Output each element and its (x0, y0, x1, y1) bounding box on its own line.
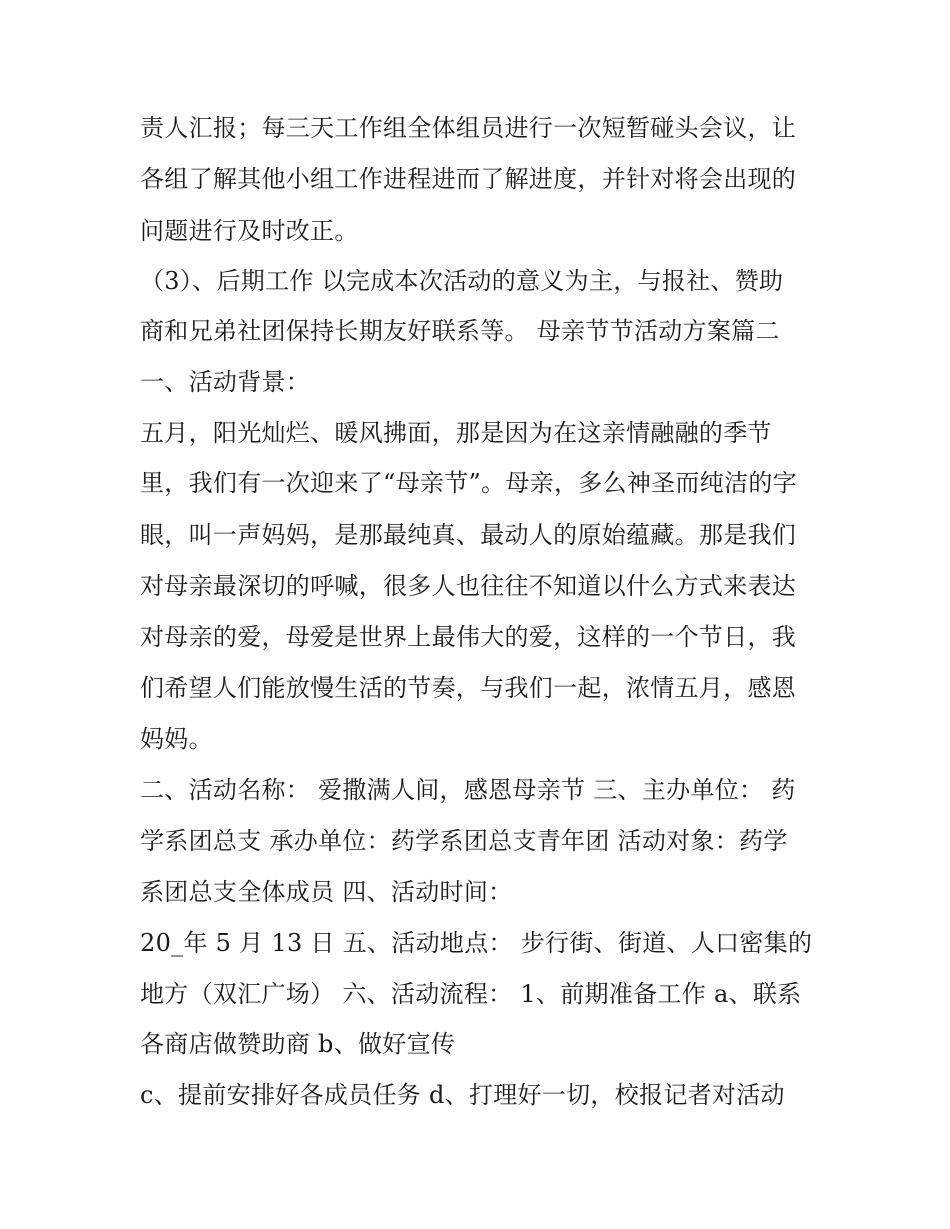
body-text-line: 二、活动名称： 爱撒满人间，感恩母亲节 三、主办单位： 药 (140, 776, 796, 804)
body-text-line: 五月，阳光灿烂、暖风拂面，那是因为在这亲情融融的季节 (140, 419, 772, 447)
body-text-line: 对母亲的爱，母爱是世界上最伟大的爱，这样的一个节日，我 (140, 623, 797, 651)
body-text-line: 眼，叫一声妈妈，是那最纯真、最动人的原始蕴藏。那是我们 (140, 521, 797, 549)
body-text-line: 对母亲最深切的呼喊，很多人也往往不知道以什么方式来表达 (140, 572, 797, 600)
body-text-line: 学系团总支 承办单位：药学系团总支青年团 活动对象：药学 (140, 827, 788, 855)
body-text-line: 妈妈。 (140, 725, 213, 753)
body-text-line: 商和兄弟社团保持长期友好联系等。 母亲节节活动方案篇二 (140, 317, 780, 345)
section-heading: 一、活动背景： (140, 368, 311, 396)
body-text-line: 问题进行及时改正。 (140, 217, 359, 245)
body-text-line: 们希望人们能放慢生活的节奏，与我们一起，浓情五月，感恩 (140, 674, 797, 702)
body-text-line: 各商店做赞助商 b、做好宣传 (140, 1030, 456, 1058)
body-text-line: 各组了解其他小组工作进程进而了解进度，并针对将会出现的 (140, 165, 797, 193)
body-text-line: 责人汇报；每三天工作组全体组员进行一次短暂碰头会议，让 (140, 114, 797, 142)
body-text-line: c、提前安排好各成员任务 d、打理好一切，校报记者对活动 (140, 1081, 785, 1109)
body-text-line: 地方（双汇广场） 六、活动流程： 1、前期准备工作 a、联系 (140, 980, 802, 1008)
body-text-line: 系团总支全体成员 四、活动时间： (140, 878, 513, 906)
body-text-line: 里，我们有一次迎来了“母亲节”。母亲，多么神圣而纯洁的字 (140, 469, 797, 497)
body-text-line: （3）、后期工作 以完成本次活动的意义为主，与报社、赞助 (140, 267, 784, 295)
body-text-line: 20_年 5 月 13 日 五、活动地点： 步行街、街道、人口密集的 (140, 929, 813, 957)
